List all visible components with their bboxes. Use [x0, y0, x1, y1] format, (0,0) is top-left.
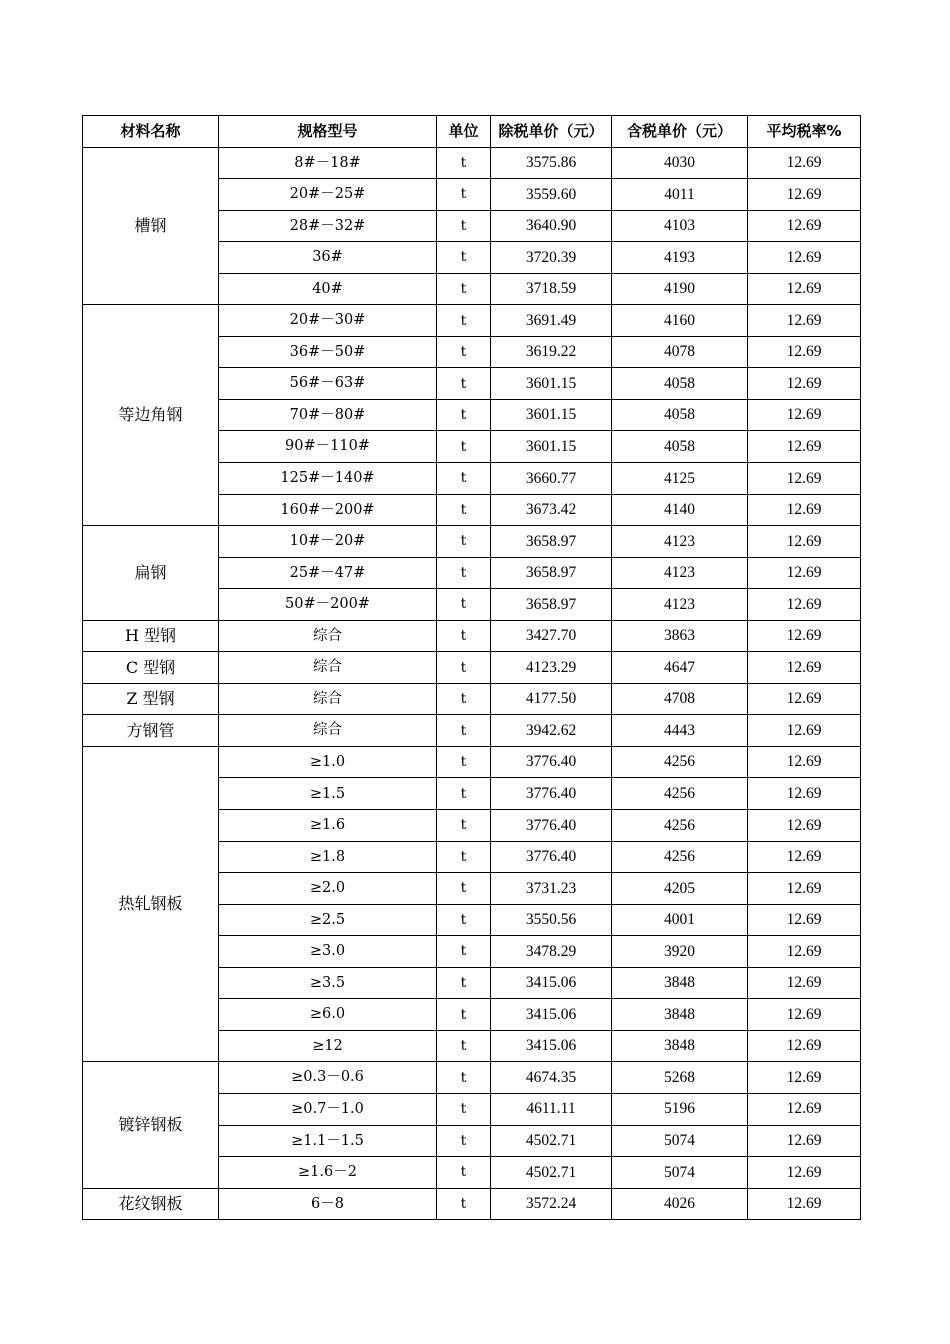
spec-cell: 综合	[219, 620, 437, 652]
tax-rate-cell: 12.69	[748, 399, 861, 431]
spec-cell: ≥1.1－1.5	[219, 1125, 437, 1157]
unit-cell: t	[437, 526, 491, 558]
unit-cell: t	[437, 179, 491, 211]
spec-cell: ≥2.0	[219, 873, 437, 905]
price-inc-tax-cell: 3848	[612, 1030, 748, 1062]
price-inc-tax-cell: 5074	[612, 1125, 748, 1157]
unit-cell: t	[437, 936, 491, 968]
price-inc-tax-cell: 4001	[612, 904, 748, 936]
spec-cell: 综合	[219, 683, 437, 715]
price-ex-tax-cell: 4177.50	[491, 683, 612, 715]
spec-cell: 90#－110#	[219, 431, 437, 463]
price-ex-tax-cell: 4674.35	[491, 1062, 612, 1094]
price-inc-tax-cell: 4647	[612, 652, 748, 684]
price-inc-tax-cell: 4256	[612, 778, 748, 810]
unit-cell: t	[437, 1157, 491, 1189]
unit-cell: t	[437, 147, 491, 179]
price-ex-tax-cell: 3720.39	[491, 242, 612, 274]
price-ex-tax-cell: 3575.86	[491, 147, 612, 179]
spec-cell: 综合	[219, 715, 437, 747]
unit-cell: t	[437, 463, 491, 495]
spec-cell: ≥6.0	[219, 999, 437, 1031]
unit-cell: t	[437, 557, 491, 589]
tax-rate-cell: 12.69	[748, 967, 861, 999]
price-ex-tax-cell: 3776.40	[491, 810, 612, 842]
spec-cell: ≥0.7－1.0	[219, 1093, 437, 1125]
price-ex-tax-cell: 3731.23	[491, 873, 612, 905]
price-ex-tax-cell: 3776.40	[491, 841, 612, 873]
price-ex-tax-cell: 3660.77	[491, 463, 612, 495]
table-row	[83, 683, 861, 715]
unit-cell: t	[437, 399, 491, 431]
tax-rate-cell: 12.69	[748, 336, 861, 368]
tax-rate-cell: 12.69	[748, 1157, 861, 1189]
price-inc-tax-cell: 4256	[612, 746, 748, 778]
price-ex-tax-cell: 3718.59	[491, 273, 612, 305]
price-inc-tax-cell: 5268	[612, 1062, 748, 1094]
price-ex-tax-cell: 3601.15	[491, 368, 612, 400]
spec-cell: 25#－47#	[219, 557, 437, 589]
spec-cell: 50#－200#	[219, 589, 437, 621]
unit-cell: t	[437, 967, 491, 999]
price-ex-tax-cell: 3776.40	[491, 746, 612, 778]
material-name-cell: 槽钢	[83, 147, 219, 305]
tax-rate-cell: 12.69	[748, 904, 861, 936]
price-inc-tax-cell: 4125	[612, 463, 748, 495]
header-price-inc-tax: 含税单价（元）	[612, 116, 748, 148]
tax-rate-cell: 12.69	[748, 557, 861, 589]
unit-cell: t	[437, 305, 491, 337]
material-name-cell: H 型钢	[83, 620, 219, 652]
price-inc-tax-cell: 4058	[612, 368, 748, 400]
unit-cell: t	[437, 683, 491, 715]
header-avg-tax-rate: 平均税率%	[748, 116, 861, 148]
table-row	[83, 305, 861, 337]
price-ex-tax-cell: 3415.06	[491, 999, 612, 1031]
spec-cell: 8#－18#	[219, 147, 437, 179]
table-row	[83, 1188, 861, 1220]
price-ex-tax-cell: 3601.15	[491, 431, 612, 463]
tax-rate-cell: 12.69	[748, 1030, 861, 1062]
price-ex-tax-cell: 3619.22	[491, 336, 612, 368]
unit-cell: t	[437, 873, 491, 905]
unit-cell: t	[437, 746, 491, 778]
price-ex-tax-cell: 3673.42	[491, 494, 612, 526]
header-price-ex-tax: 除税单价（元）	[491, 116, 612, 148]
spec-cell: 40#	[219, 273, 437, 305]
table-header	[83, 116, 861, 148]
unit-cell: t	[437, 1030, 491, 1062]
spec-cell: 36#	[219, 242, 437, 274]
tax-rate-cell: 12.69	[748, 810, 861, 842]
tax-rate-cell: 12.69	[748, 1062, 861, 1094]
table-row	[83, 746, 861, 778]
tax-rate-cell: 12.69	[748, 1188, 861, 1220]
price-ex-tax-cell: 3427.70	[491, 620, 612, 652]
tax-rate-cell: 12.69	[748, 841, 861, 873]
price-ex-tax-cell: 3478.29	[491, 936, 612, 968]
tax-rate-cell: 12.69	[748, 463, 861, 495]
unit-cell: t	[437, 1188, 491, 1220]
unit-cell: t	[437, 620, 491, 652]
spec-cell: ≥1.5	[219, 778, 437, 810]
price-inc-tax-cell: 4160	[612, 305, 748, 337]
price-ex-tax-cell: 3691.49	[491, 305, 612, 337]
price-inc-tax-cell: 4256	[612, 841, 748, 873]
spec-cell: 56#－63#	[219, 368, 437, 400]
spec-cell: ≥1.8	[219, 841, 437, 873]
material-name-cell: 扁钢	[83, 526, 219, 621]
price-inc-tax-cell: 4190	[612, 273, 748, 305]
material-name-cell: 方钢管	[83, 715, 219, 747]
spec-cell: 36#－50#	[219, 336, 437, 368]
tax-rate-cell: 12.69	[748, 715, 861, 747]
price-inc-tax-cell: 5074	[612, 1157, 748, 1189]
tax-rate-cell: 12.69	[748, 683, 861, 715]
unit-cell: t	[437, 999, 491, 1031]
spec-cell: ≥1.0	[219, 746, 437, 778]
price-inc-tax-cell: 4123	[612, 589, 748, 621]
tax-rate-cell: 12.69	[748, 1125, 861, 1157]
tax-rate-cell: 12.69	[748, 589, 861, 621]
tax-rate-cell: 12.69	[748, 494, 861, 526]
tax-rate-cell: 12.69	[748, 778, 861, 810]
price-ex-tax-cell: 3640.90	[491, 210, 612, 242]
header-row	[83, 116, 861, 148]
price-ex-tax-cell: 4502.71	[491, 1125, 612, 1157]
spec-cell: ≥2.5	[219, 904, 437, 936]
tax-rate-cell: 12.69	[748, 147, 861, 179]
price-inc-tax-cell: 4030	[612, 147, 748, 179]
price-ex-tax-cell: 3658.97	[491, 557, 612, 589]
price-inc-tax-cell: 3848	[612, 967, 748, 999]
spec-cell: 28#－32#	[219, 210, 437, 242]
spec-cell: 10#－20#	[219, 526, 437, 558]
material-name-cell: 花纹钢板	[83, 1188, 219, 1220]
table-row	[83, 1062, 861, 1094]
price-inc-tax-cell: 4256	[612, 810, 748, 842]
tax-rate-cell: 12.69	[748, 652, 861, 684]
spec-cell: 20#－30#	[219, 305, 437, 337]
tax-rate-cell: 12.69	[748, 873, 861, 905]
price-inc-tax-cell: 5196	[612, 1093, 748, 1125]
tax-rate-cell: 12.69	[748, 431, 861, 463]
spec-cell: ≥3.0	[219, 936, 437, 968]
unit-cell: t	[437, 810, 491, 842]
material-name-cell: C 型钢	[83, 652, 219, 684]
tax-rate-cell: 12.69	[748, 936, 861, 968]
header-material-name: 材料名称	[83, 116, 219, 148]
price-inc-tax-cell: 3848	[612, 999, 748, 1031]
price-ex-tax-cell: 3572.24	[491, 1188, 612, 1220]
table-body	[83, 147, 861, 1220]
price-inc-tax-cell: 4443	[612, 715, 748, 747]
price-ex-tax-cell: 3776.40	[491, 778, 612, 810]
unit-cell: t	[437, 336, 491, 368]
tax-rate-cell: 12.69	[748, 273, 861, 305]
unit-cell: t	[437, 904, 491, 936]
table-row	[83, 526, 861, 558]
price-inc-tax-cell: 4708	[612, 683, 748, 715]
header-unit: 单位	[437, 116, 491, 148]
material-name-cell: 镀锌钢板	[83, 1062, 219, 1188]
unit-cell: t	[437, 368, 491, 400]
price-inc-tax-cell: 4123	[612, 557, 748, 589]
tax-rate-cell: 12.69	[748, 210, 861, 242]
unit-cell: t	[437, 715, 491, 747]
price-inc-tax-cell: 3920	[612, 936, 748, 968]
tax-rate-cell: 12.69	[748, 179, 861, 211]
table-row	[83, 652, 861, 684]
tax-rate-cell: 12.69	[748, 242, 861, 274]
price-ex-tax-cell: 4611.11	[491, 1093, 612, 1125]
tax-rate-cell: 12.69	[748, 999, 861, 1031]
tax-rate-cell: 12.69	[748, 1093, 861, 1125]
unit-cell: t	[437, 589, 491, 621]
material-name-cell: 热轧钢板	[83, 746, 219, 1061]
unit-cell: t	[437, 431, 491, 463]
price-inc-tax-cell: 4026	[612, 1188, 748, 1220]
price-inc-tax-cell: 4193	[612, 242, 748, 274]
price-ex-tax-cell: 3658.97	[491, 589, 612, 621]
spec-cell: 125#－140#	[219, 463, 437, 495]
price-ex-tax-cell: 3415.06	[491, 967, 612, 999]
steel-price-table	[82, 115, 861, 1220]
spec-cell: 综合	[219, 652, 437, 684]
spec-cell: ≥1.6－2	[219, 1157, 437, 1189]
price-ex-tax-cell: 3559.60	[491, 179, 612, 211]
material-name-cell: 等边角钢	[83, 305, 219, 526]
unit-cell: t	[437, 1125, 491, 1157]
price-ex-tax-cell: 4123.29	[491, 652, 612, 684]
unit-cell: t	[437, 242, 491, 274]
price-ex-tax-cell: 3942.62	[491, 715, 612, 747]
price-ex-tax-cell: 3601.15	[491, 399, 612, 431]
unit-cell: t	[437, 210, 491, 242]
material-name-cell: Z 型钢	[83, 683, 219, 715]
unit-cell: t	[437, 1062, 491, 1094]
unit-cell: t	[437, 652, 491, 684]
unit-cell: t	[437, 273, 491, 305]
table-row	[83, 620, 861, 652]
price-inc-tax-cell: 3863	[612, 620, 748, 652]
price-inc-tax-cell: 4140	[612, 494, 748, 526]
price-inc-tax-cell: 4103	[612, 210, 748, 242]
spec-cell: 70#－80#	[219, 399, 437, 431]
tax-rate-cell: 12.69	[748, 526, 861, 558]
spec-cell: 6－8	[219, 1188, 437, 1220]
table-row	[83, 715, 861, 747]
price-inc-tax-cell: 4058	[612, 399, 748, 431]
spec-cell: ≥0.3－0.6	[219, 1062, 437, 1094]
spec-cell: 20#－25#	[219, 179, 437, 211]
tax-rate-cell: 12.69	[748, 368, 861, 400]
tax-rate-cell: 12.69	[748, 746, 861, 778]
price-ex-tax-cell: 3658.97	[491, 526, 612, 558]
unit-cell: t	[437, 494, 491, 526]
price-ex-tax-cell: 4502.71	[491, 1157, 612, 1189]
spec-cell: ≥1.6	[219, 810, 437, 842]
spec-cell: ≥12	[219, 1030, 437, 1062]
spec-cell: 160#－200#	[219, 494, 437, 526]
unit-cell: t	[437, 778, 491, 810]
header-spec-model: 规格型号	[219, 116, 437, 148]
price-inc-tax-cell: 4205	[612, 873, 748, 905]
table-row	[83, 147, 861, 179]
tax-rate-cell: 12.69	[748, 305, 861, 337]
price-inc-tax-cell: 4123	[612, 526, 748, 558]
unit-cell: t	[437, 841, 491, 873]
price-inc-tax-cell: 4011	[612, 179, 748, 211]
tax-rate-cell: 12.69	[748, 620, 861, 652]
unit-cell: t	[437, 1093, 491, 1125]
price-inc-tax-cell: 4058	[612, 431, 748, 463]
spec-cell: ≥3.5	[219, 967, 437, 999]
price-inc-tax-cell: 4078	[612, 336, 748, 368]
price-ex-tax-cell: 3550.56	[491, 904, 612, 936]
price-ex-tax-cell: 3415.06	[491, 1030, 612, 1062]
